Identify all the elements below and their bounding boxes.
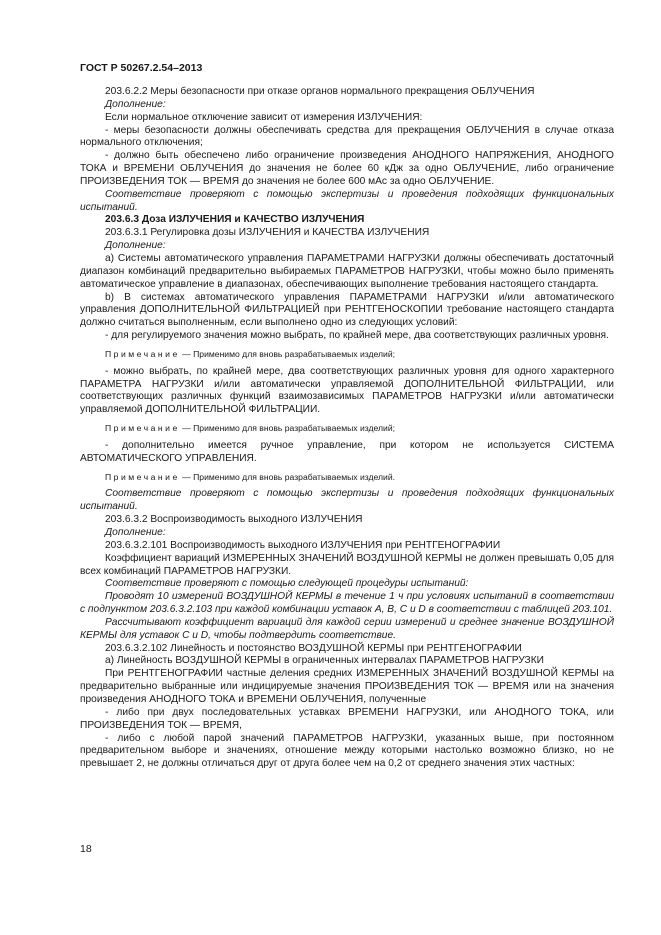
paragraph: - либо при двух последовательных уставках ВРЕМЕНИ НАГРУЗКИ, или АНОДНОГО ТОКА, или ПРОИЗВЕДЕНИЯ ТОК — ВРЕМЯ,: [80, 706, 614, 731]
paragraph: При РЕНТГЕНОГРАФИИ частные деления средних ИЗМЕРЕННЫХ ЗНАЧЕНИЙ ВОЗДУШНОЙ КЕРМЫ на предварительно выбранные или индицируемые значения ПРОИЗВЕДЕНИЯ ТОК — ВРЕМЯ или на значения произведения АНОДНОГО ТОКА и ВРЕМЕНИ ОБЛУЧЕНИЯ, полученные: [80, 668, 614, 705]
note: [80, 422, 614, 435]
paragraph: 203.6.3.2.102 Линейность и постоянство ВОЗДУШНОЙ КЕРМЫ при РЕНТГЕНОГРАФИИ: [105, 642, 522, 654]
paragraph: - для регулируемого значения можно выбрать, по крайней мере, два соответствующих различных уровня.: [105, 330, 609, 342]
paragraph: - либо с любой парой значений ПАРАМЕТРОВ НАГРУЗКИ, указанных выше, при постоянном предварительном выборе и значениях, отношение между которыми настолько возможно близко, но не превышает 2, не должны отличаться друг от друга более чем на 0,2 от среднего значения этих частных:: [80, 732, 614, 770]
document-header: ГОСТ Р 50267.2.54–2013: [80, 62, 203, 74]
paragraph: Дополнение:: [105, 527, 166, 538]
paragraph: Если нормальное отключение зависит от измерения ИЗЛУЧЕНИЯ:: [105, 111, 423, 123]
document-body: [80, 86, 614, 771]
paragraph: 203.6.3.2 Воспроизводимость выходного ИЗЛУЧЕНИЯ: [105, 514, 363, 526]
note: [80, 348, 614, 361]
note-label: Примечание: [105, 348, 180, 359]
paragraph: Коэффициент вариаций ИЗМЕРЕННЫХ ЗНАЧЕНИЙ ВОЗДУШНОЙ КЕРМЫ не должен превышать 0,05 для всех комбинаций ПАРАМЕТРОВ НАГРУЗКИ.: [80, 552, 614, 577]
note-text: — Применимо для вновь разрабатываемых изделий.: [179, 471, 396, 482]
paragraph: 203.6.3.1 Регулировка дозы ИЗЛУЧЕНИЯ и КАЧЕСТВА ИЗЛУЧЕНИЯ: [105, 227, 430, 239]
paragraph: - можно выбрать, по крайней мере, два соответствующих различных уровня для одного характерного ПАРАМЕТРА НАГРУЗКИ и/или автоматически управляемой ДОПОЛНИТЕЛЬНОЙ ФИЛЬТРАЦИИ, или соответствующих различных функций взаимозависимых ПАРАМЕТРОВ НАГРУЗКИ и/или автоматически управляемой ДОПОЛНИТЕЛЬНОЙ ФИЛЬТРАЦИИ.: [80, 365, 614, 416]
section-heading: 203.6.3 Доза ИЗЛУЧЕНИЯ и КАЧЕСТВО ИЗЛУЧЕНИЯ: [105, 214, 365, 226]
note-text: — Применимо для вновь разрабатываемых изделий;: [179, 423, 396, 434]
page-number: 18: [80, 843, 92, 855]
paragraph: - должно быть обеспечено либо ограничение произведения АНОДНОГО НАПРЯЖЕНИЯ, АНОДНОГО ТОКА и ВРЕМЕНИ ОБЛУЧЕНИЯ до значения не более 60 кДж за одно ОБЛУЧЕНИЕ, либо ограничение ПРОИЗВЕДЕНИЯ ТОК — ВРЕМЯ до значения не более 600 мАс за одно ОБЛУЧЕНИЕ.: [80, 150, 614, 187]
paragraph: Дополнение:: [105, 98, 166, 110]
paragraph: 203.6.3.2.101 Воспроизводимость выходного ИЗЛУЧЕНИЯ при РЕНТГЕНОГРАФИИ: [105, 539, 501, 551]
paragraph: 203.6.2.2 Меры безопасности при отказе органов нормального прекращения ОБЛУЧЕНИЯ: [105, 86, 535, 97]
paragraph: Дополнение:: [105, 240, 166, 252]
note-label: Примечание: [105, 471, 180, 482]
paragraph: Соответствие проверяют с помощью экспертизы и проведения подходящих функциональных испытаний.: [80, 188, 614, 213]
paragraph: b) В системах автоматического управления ПАРАМЕТРАМИ НАГРУЗКИ и/или автоматического управления ДОПОЛНИТЕЛЬНОЙ ФИЛЬТРАЦИЕЙ при РЕНТГЕНОСКОПИИ требование настоящего стандарта должно считаться выполненным, если выполнено одно из следующих условий:: [80, 291, 614, 329]
note-label: Примечание: [105, 423, 180, 434]
paragraph: a) Линейность ВОЗДУШНОЙ КЕРМЫ в ограниченных интервалах ПАРАМЕТРОВ НАГРУЗКИ: [105, 655, 544, 667]
paragraph: a) Системы автоматического управления ПАРАМЕТРАМИ НАГРУЗКИ должны обеспечивать достаточный диапазон комбинаций предварительно выбираемых ПАРАМЕТРОВ НАГРУЗКИ, чтобы можно было применять автоматическое управление в диапазонах, обеспечивающих выполнение требования настоящего стандарта.: [80, 252, 614, 290]
note: [80, 471, 614, 484]
paragraph: - дополнительно имеется ручное управление, при котором не используется СИСТЕМА АВТОМАТИЧЕСКОГО УПРАВЛЕНИЯ.: [80, 439, 614, 464]
paragraph: Рассчитывают коэффициент вариаций для каждой серии измерений и среднее значение ВОЗДУШНОЙ КЕРМЫ для уставок C и D, чтобы подтвердить соответствие.: [80, 616, 614, 641]
paragraph: Соответствие проверяют с помощью следующей процедуры испытаний:: [105, 578, 469, 590]
paragraph: Проводят 10 измерений ВОЗДУШНОЙ КЕРМЫ в течение 1 ч при условиях испытаний в соответствии с подпунктом 203.6.3.2.103 при каждой комбинации уставок A, B, C и D в соответствии с таблицей 203.101.: [80, 591, 614, 616]
note-text: — Применимо для вновь разрабатываемых изделий;: [179, 348, 396, 359]
paragraph: Соответствие проверяют с помощью экспертизы и проведения подходящих функциональных испытаний.: [80, 488, 614, 513]
paragraph: - меры безопасности должны обеспечивать средства для прекращения ОБЛУЧЕНИЯ в случае отказа нормального отключения;: [80, 124, 614, 149]
